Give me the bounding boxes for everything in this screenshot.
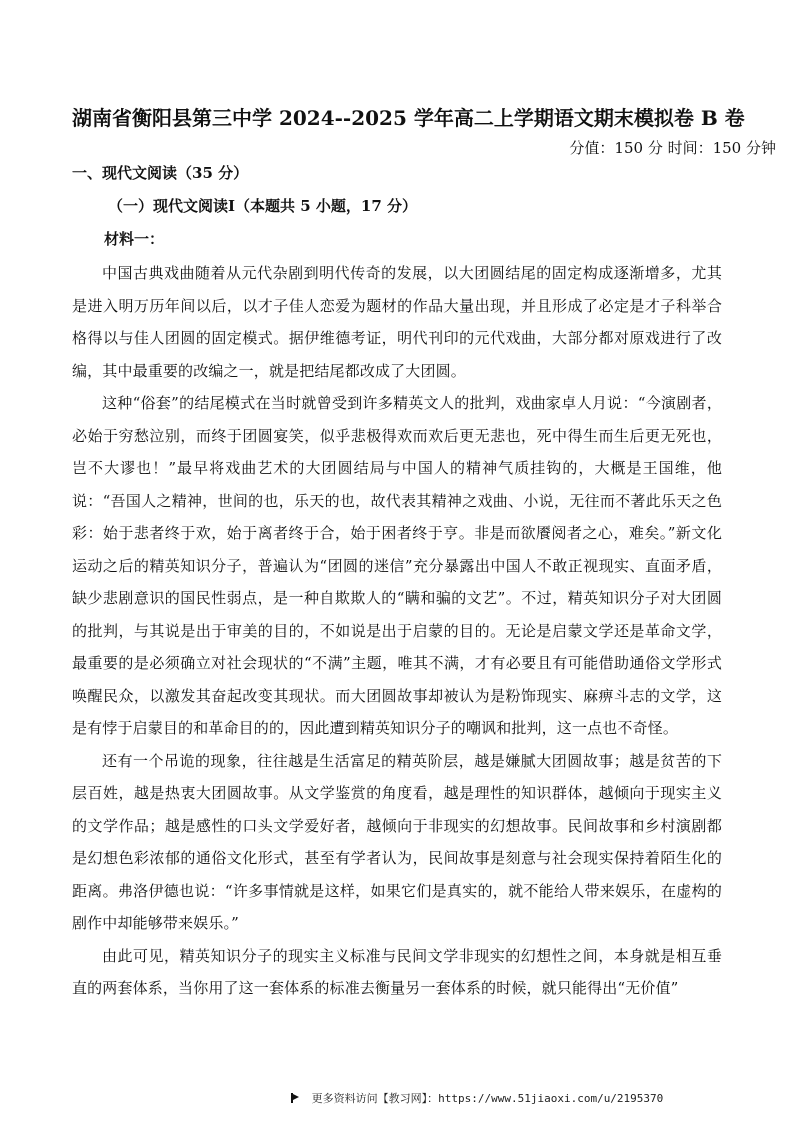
flag-icon: [290, 1093, 300, 1103]
resource-link[interactable]: 更多资料访问【教习网】：https://www.51jiaoxi.com/u/2195370: [311, 1092, 664, 1105]
score-time-info: 分值：150 分 时间：150 分钟: [569, 139, 776, 157]
exam-title: 湖南省衡阳县第三中学 2024--2025 学年高二上学期语文期末模拟卷 B 卷: [72, 106, 745, 130]
passage-paragraph: 中国古典戏曲随着从元代杂剧到明代传奇的发展，以大团圆结尾的固定构成逐渐增多，尤其是进入明万历年间以后，以才子佳人恋爱为题材的作品大量出现，并且形成了必定是才子科举合格得以与佳人团圆的固定模式。据伊维德考证，明代刊印的元代戏曲，大部分都对原戏进行了改编，其中最重要的改编之一，就是把结尾都改成了大团圆。: [72, 264, 722, 380]
passage-paragraph: 由此可见，精英知识分子的现实主义标准与民间文学非现实的幻想性之间，本身就是相互垂直的两套体系，当你用了这一套体系的标准去衡量另一套体系的时候，就只能得出“无价值”: [72, 946, 722, 997]
subsection-heading: （一）现代文阅读Ⅰ（本题共 5 小题，17 分）: [108, 197, 417, 215]
reading-passage: [72, 257, 722, 1005]
passage-paragraph: 这种“俗套”的结尾模式在当时就曾受到许多精英文人的批判，戏曲家卓人月说：“今演剧者，必始于穷愁泣别，而终于团圆宴笑，似乎悲极得欢而欢后更无悲也，死中得生而生后更无死也，岂不大谬也！”最早将戏曲艺术的大团圆结局与中国人的精神气质挂钩的，大概是王国维，他说：“吾国人之精神，世间的也，乐天的也，故代表其精神之戏曲、小说，无往而不著此乐天之色彩：始于悲者终于欢，始于离者终于合，始于困者终于亨。非是而欲餍阅者之心，难矣。”新文化运动之后的精英知识分子，普遍认为“团圆的迷信”充分暴露出中国人不敢正视现实、直面矛盾，缺少悲剧意识的国民性弱点，是一种自欺欺人的“瞒和骗的文艺”。不过，精英知识分子对大团圆的批判，与其说是出于审美的目的，不如说是出于启蒙的目的。无论是启蒙文学还是革命文学，最重要的是必须确立对社会现状的“不满”主题，唯其不满，才有必要且有可能借助通俗文学形式唤醒民众，以激发其奋起改变其现状。而大团圆故事却被认为是粉饰现实、麻痹斗志的文学，这是有悖于启蒙目的和革命目的的，因此遭到精英知识分子的嘲讽和批判，这一点也不奇怪。: [72, 394, 722, 737]
material-label: 材料一：: [104, 230, 165, 248]
section-heading: 一、现代文阅读（35 分）: [72, 164, 249, 182]
resource-footer: [290, 1091, 663, 1107]
passage-paragraph: 还有一个吊诡的现象，往往越是生活富足的精英阶层，越是嫌腻大团圆故事；越是贫苦的下层百姓，越是热衷大团圆故事。从文学鉴赏的角度看，越是理性的知识群体，越倾向于现实主义的文学作品；越是感性的口头文学爱好者，越倾向于非现实的幻想故事。民间故事和乡村演剧都是幻想色彩浓郁的通俗文化形式，甚至有学者认为，民间故事是刻意与社会现实保持着陌生化的距离。弗洛伊德也说：“许多事情就是这样，如果它们是真实的，就不能给人带来娱乐，在虚构的剧作中却能够带来娱乐。”: [72, 751, 722, 932]
